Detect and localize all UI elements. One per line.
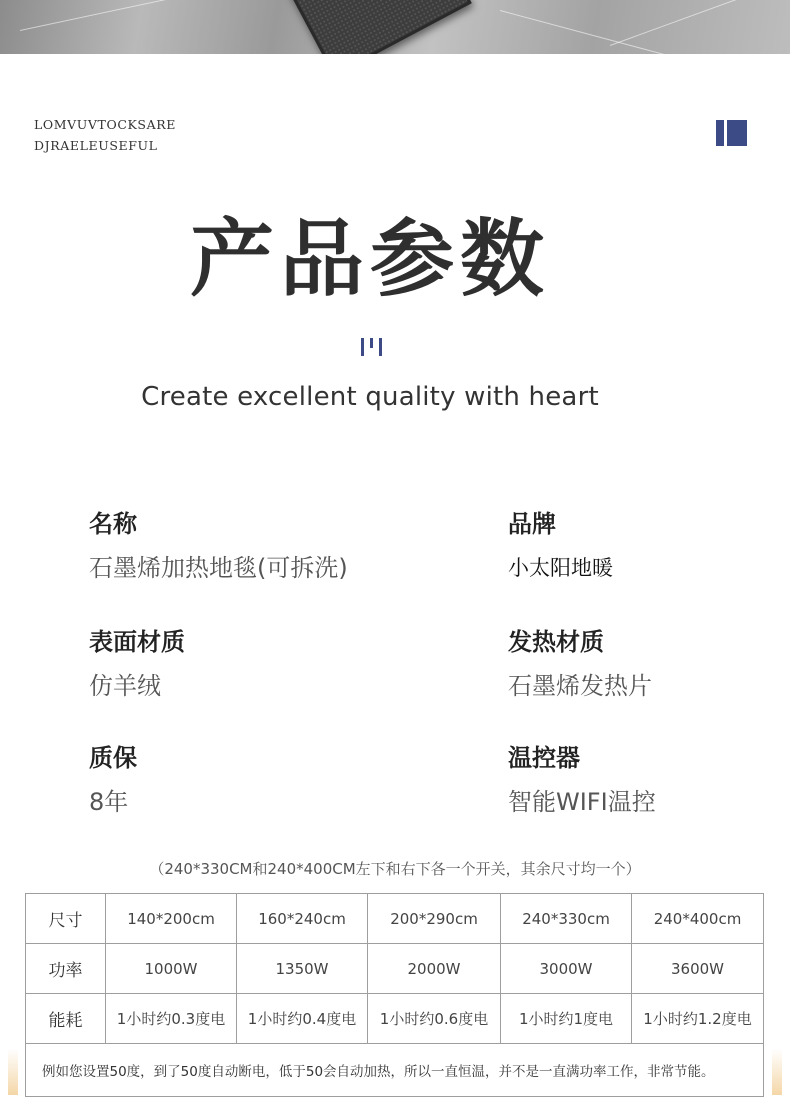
- spec-label: 质保: [89, 744, 137, 772]
- table-row-header: 能耗: [26, 994, 106, 1044]
- table-row-header: 尺寸: [26, 894, 106, 944]
- table-row-footnote: [26, 1044, 764, 1097]
- table-row-header: 功率: [26, 944, 106, 994]
- table-row-energy: [26, 994, 764, 1044]
- spec-name: [89, 508, 389, 584]
- table-cell: 3000W: [501, 944, 632, 994]
- table-cell: 2000W: [368, 944, 501, 994]
- eyebrow-line-2: DJRAELEUSEFUL: [34, 138, 158, 153]
- spec-surface-material: [89, 626, 389, 702]
- spec-value: 石墨烯加热地毯(可拆洗): [89, 554, 348, 582]
- left-edge-decoration: [8, 884, 18, 1095]
- table-cell: 240*330cm: [501, 894, 632, 944]
- spec-value: 仿羊绒: [89, 672, 161, 700]
- spec-brand: [508, 508, 790, 584]
- table-cell: 140*200cm: [106, 894, 237, 944]
- corner-bars-icon: [716, 120, 747, 146]
- spec-label: 温控器: [508, 744, 580, 772]
- table-cell: 3600W: [632, 944, 764, 994]
- rug-corner-image: [284, 0, 472, 54]
- spec-label: 表面材质: [89, 628, 185, 656]
- hero-image: [0, 0, 790, 54]
- spec-thermostat: [508, 742, 790, 818]
- eyebrow-text: [34, 114, 176, 156]
- spec-value: 智能WIFI温控: [508, 788, 656, 816]
- spec-value: 小太阳地暖: [508, 556, 613, 580]
- right-edge-decoration: [772, 884, 782, 1095]
- table-footnote: 例如您设置50度，到了50度自动断电，低于50会自动加热，所以一直恒温，并不是一直满功率工作，非常节能。: [26, 1044, 764, 1097]
- table-cell: 1000W: [106, 944, 237, 994]
- table-cell: 200*290cm: [368, 894, 501, 944]
- table-cell: 1小时约1度电: [501, 994, 632, 1044]
- table-cell: 240*400cm: [632, 894, 764, 944]
- eyebrow-line-1: LOMVUVTOCKSARE: [34, 117, 176, 132]
- table-cell: 160*240cm: [237, 894, 368, 944]
- spec-label: 品牌: [508, 510, 556, 538]
- page-title: 产品参数: [189, 210, 550, 308]
- table-cell: 1小时约0.3度电: [106, 994, 237, 1044]
- spec-value: 石墨烯发热片: [508, 672, 652, 700]
- table-cell: 1小时约0.6度电: [368, 994, 501, 1044]
- spec-label: 名称: [89, 510, 137, 538]
- spec-warranty: [89, 742, 389, 818]
- switch-note: （240*330CM和240*400CM左下和右下各一个开关，其余尺寸均一个）: [149, 860, 641, 878]
- page-subtitle: Create excellent quality with heart: [141, 382, 599, 412]
- table-cell: 1小时约1.2度电: [632, 994, 764, 1044]
- spec-label: 发热材质: [508, 628, 604, 656]
- spec-table: [25, 893, 763, 1097]
- spec-value: 8年: [89, 788, 129, 816]
- table-cell: 1350W: [237, 944, 368, 994]
- table-row-power: [26, 944, 764, 994]
- table-cell: 1小时约0.4度电: [237, 994, 368, 1044]
- divider-bars-icon: [361, 338, 385, 358]
- table-row-size: [26, 894, 764, 944]
- spec-heating-material: [508, 626, 790, 702]
